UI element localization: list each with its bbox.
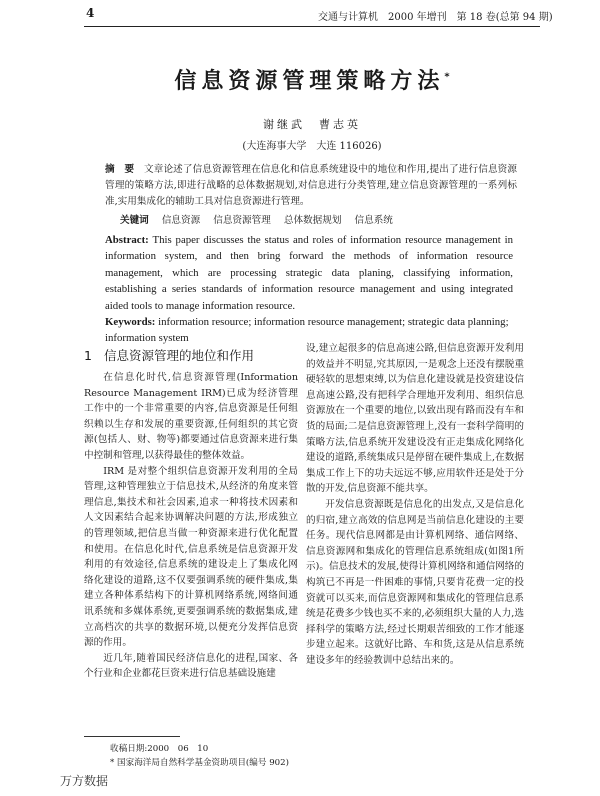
- keyword-cn-item: 信息系统: [354, 215, 393, 226]
- keywords-cn: [120, 212, 393, 226]
- title-footnote-mark: *: [444, 71, 450, 83]
- watermark: 万方数据: [60, 774, 109, 788]
- section-number: 1: [84, 348, 92, 363]
- abstract-cn-text: 文章论述了信息资源管理在信息化和信息系统建设中的地位和作用,提出了进行信息资源管理的策略方法,即进行战略的总体数据规划,对信息进行分类管理,建立信息资源管理的一系列标准,实用集成化的辅助工具对信息资源进行管理。: [105, 164, 518, 207]
- body-paragraph: IRM 是对整个组织信息资源开发利用的全局管理,这种管理独立于信息技术,从经济的角度来管理信息,集技术和社会因素,追求一种将技术因素和人文因素结合起来协调解决问题的方法,形成独立的管理领域,把信息当做一种资源来进行优化配置和使用。在信息化时代,信息系统是信息资源开发利用的有效途径,信息系统的建设走上了集成化网络化建设的道路,这不仅要强调系统的硬件集成,集建立各种体系结构下的计算机网络系统,网络间通讯系统和多媒体系统,更要强调系统的数据集成,建立高档次的共享的数据环境,以便充分发挥信息资源的作用。: [84, 465, 298, 649]
- keywords-en-text: information resource; information resource management; strategic data planning; information system: [105, 316, 509, 345]
- abstract-cn: [105, 162, 517, 210]
- header-rule: [84, 26, 540, 27]
- abstract-en-label: Abstract:: [105, 234, 149, 246]
- body-paragraph: 设,建立起很多的信息高速公路,但信息资源开发利用的效益并不明显,究其原因,一是观念上还没有摆脱重硬轻软的思想束缚,以为信息化建设就是投资建设信息高速公路,没有把科学合理地开发利用、组织信息资源放在一个重要的地位,以致出现有路而没有车和货的局面;二是信息资源管理上,没有一套科学简明的策略方法,信息系统开发建设没有正走集成化网络化建设的道路,系统集成只是停留在硬件集成上,在数据集成工作上下的功夫远远不够,应用软件还是处于分散的开发,信息资源不能共享。: [306, 343, 524, 495]
- body-paragraph: 近几年,随着国民经济信息化的进程,国家、各个行业和企业都花巨资来进行信息基础设施建: [84, 652, 298, 680]
- footnote-fund: * 国家海洋局自然科学基金资助项目(编号 902): [110, 758, 289, 768]
- body-paragraph: 开发信息资源既是信息化的出发点,又是信息化的归宿,建立高效的信息网是当前信息化建设的主要任务。现代信息网都是由计算机网络、通信网络、信息资源网和集成化的管理信息系统组成(如图1所示)。信息技术的发展,使得计算机网络和通信网络的构筑已不再是一件困难的事情,只要肯花费一定的投资就可以买来,而信息资源网和集成化的管理信息系统是花费多少钱也买不来的,必须组织大量的人力,选择科学的策略方法,经过长期艰苦细致的工作才能逐步建立起来。这就好比路、车和货,这是从信息系统建设多年的经验教训中总结出来的。: [306, 498, 524, 666]
- keyword-cn-item: 信息资源: [161, 215, 201, 226]
- body-paragraph: 在信息化时代,信息资源管理(Information Resource Management IRM)已成为经济管理工作中的一个非常重要的内容,信息资源是任何组织赖以生存和发展的重要资源,任何组织的其它资源(包括人、财、物等)都要通过信息资源来进行集中控制和管理,以获得最佳的整体效益。: [84, 372, 298, 461]
- keywords-cn-label: 关键词: [120, 215, 149, 226]
- section-title: 信息资源管理的地位和作用: [103, 348, 254, 363]
- keyword-cn-item: 信息资源管理: [213, 215, 271, 226]
- authors: 谢继武 曹志英: [263, 118, 361, 131]
- footnote-received-date: 收稿日期:2000 06 10: [110, 744, 209, 754]
- right-column: [306, 341, 524, 668]
- running-header-journal: 交通与计算机 2000 年增刊 第 18 卷(总第 94 期): [318, 12, 553, 23]
- title-text: 信息资源管理策略方法: [174, 69, 445, 94]
- abstract-en: [105, 232, 513, 314]
- keywords-en-label: Keywords:: [105, 316, 156, 328]
- paper-title: [84, 64, 540, 95]
- left-column: [84, 370, 298, 682]
- affiliation: (大连海事大学 大连 116026): [242, 141, 382, 152]
- section-heading: [84, 346, 254, 364]
- abstract-cn-label: 摘 要: [105, 164, 135, 175]
- footnote-rule: [84, 736, 180, 737]
- abstract-en-text: This paper discusses the status and roles of information resource management in information system, and then bring forward the methods of information resource management, which are processing strategic data planing, classifying information, establishing a series standards of information resource management and using integrated aided tools to manage information resource.: [105, 234, 513, 312]
- keyword-cn-item: 总体数据规划: [283, 215, 342, 226]
- page-number: 4: [86, 6, 95, 20]
